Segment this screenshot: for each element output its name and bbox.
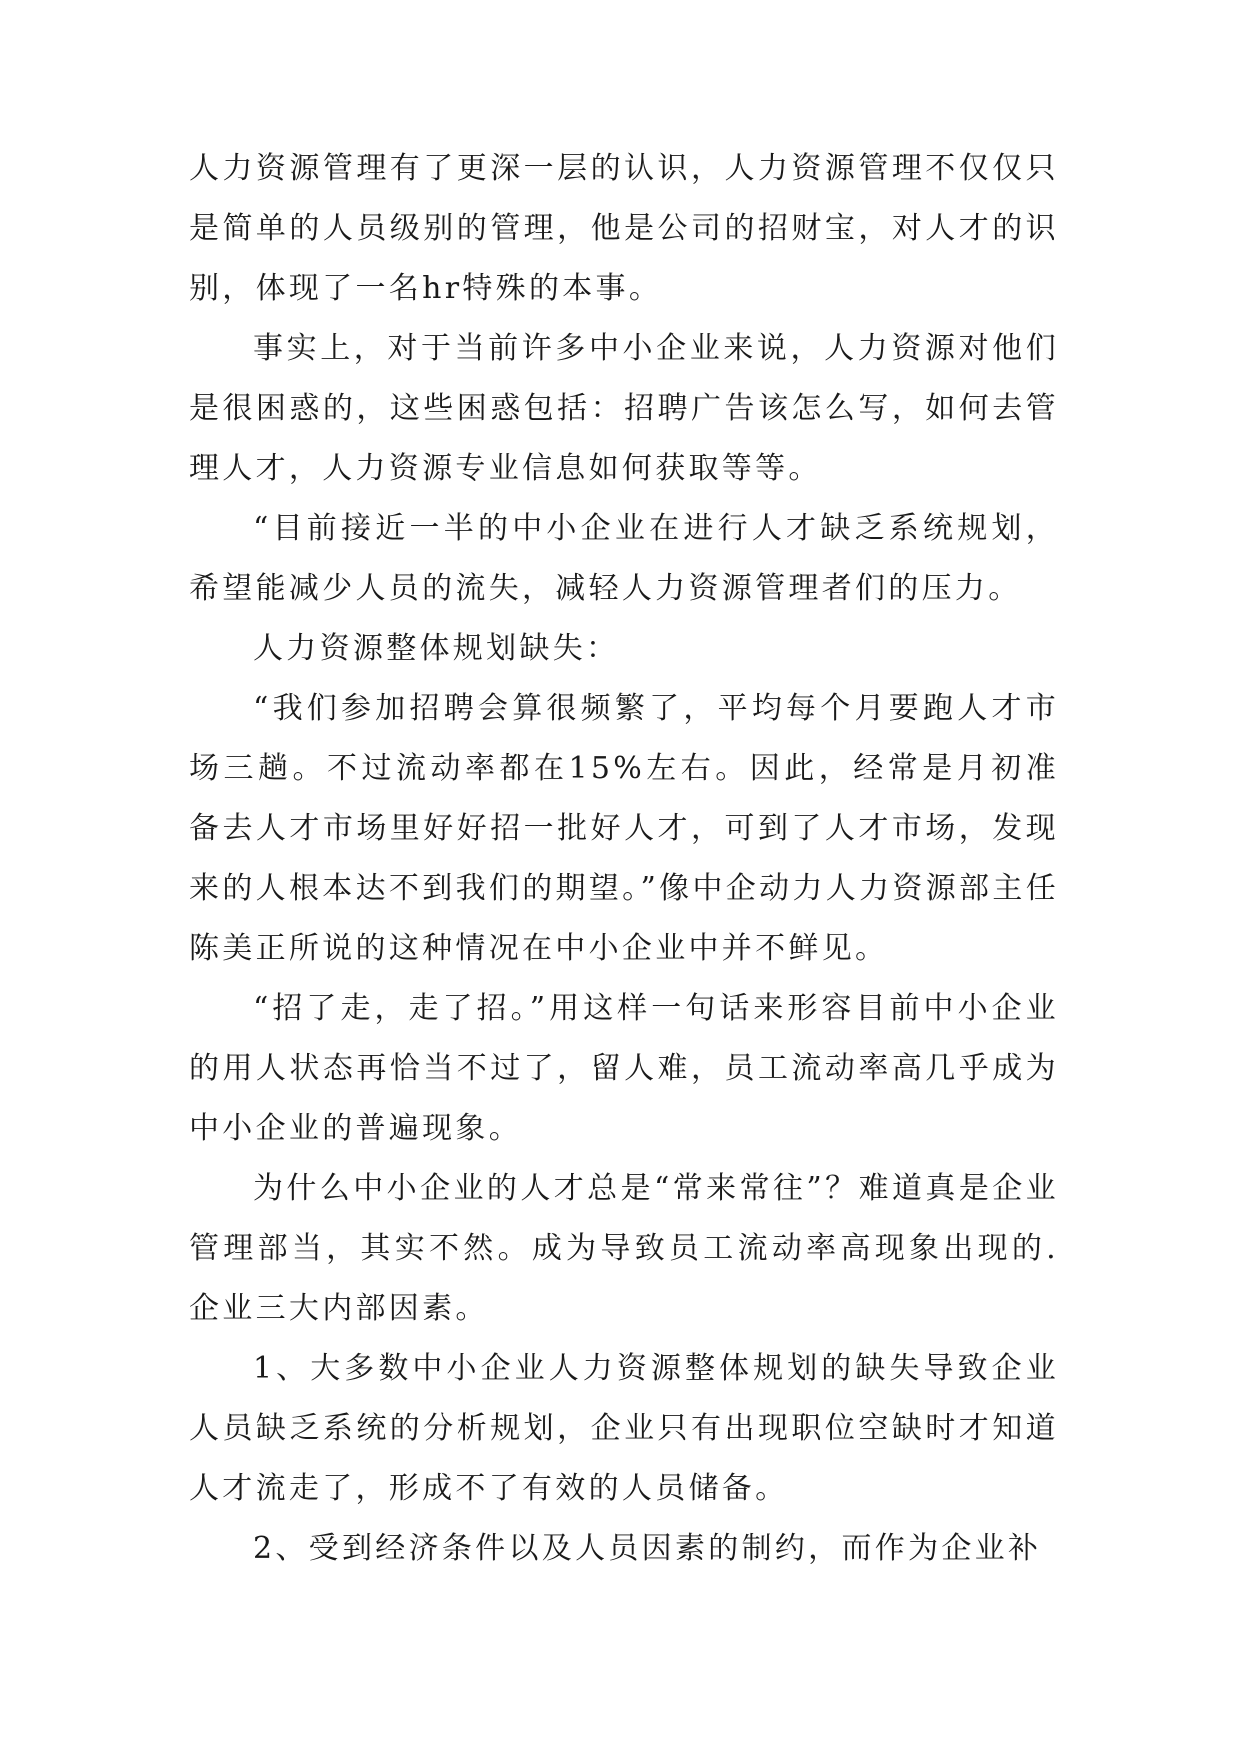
paragraph-1: 人力资源管理有了更深一层的认识，人力资源管理不仅仅只是简单的人员级别的管理，他是公司的招财宝，对人才的识别，体现了一名hr特殊的本事。 <box>189 151 1059 306</box>
document-body <box>189 139 1059 1579</box>
paragraph-4: 人力资源整体规划缺失： <box>253 631 620 666</box>
paragraph-8: 1、大多数中小企业人力资源整体规划的缺失导致企业人员缺乏系统的分析规划，企业只有出现职位空缺时才知道人才流走了，形成不了有效的人员储备。 <box>189 1351 1059 1506</box>
paragraph-7: 为什么中小企业的人才总是“常来常往”？难道真是企业管理部当，其实不然。成为导致员工流动率高现象出现的.企业三大内部因素。 <box>189 1171 1059 1326</box>
paragraph-9: 2、受到经济条件以及人员因素的制约，而作为企业补 <box>253 1531 1042 1566</box>
paragraph-6: “招了走，走了招。”用这样一句话来形容目前中小企业的用人状态再恰当不过了，留人难，员工流动率高几乎成为中小企业的普遍现象。 <box>189 991 1059 1146</box>
paragraph-2: 事实上，对于当前许多中小企业来说，人力资源对他们是很困惑的，这些困惑包括：招聘广告该怎么写，如何去管理人才，人力资源专业信息如何获取等等。 <box>189 331 1059 486</box>
paragraph-5: “我们参加招聘会算很频繁了，平均每个月要跑人才市场三趟。不过流动率都在15%左右。因此，经常是月初准备去人才市场里好好招一批好人才，可到了人才市场，发现来的人根本达不到我们的期望。”像中企动力人力资源部主任陈美正所说的这种情况在中小企业中并不鲜见。 <box>189 691 1059 966</box>
paragraph-3: “目前接近一半的中小企业在进行人才缺乏系统规划，希望能减少人员的流失，减轻人力资源管理者们的压力。 <box>189 511 1059 606</box>
